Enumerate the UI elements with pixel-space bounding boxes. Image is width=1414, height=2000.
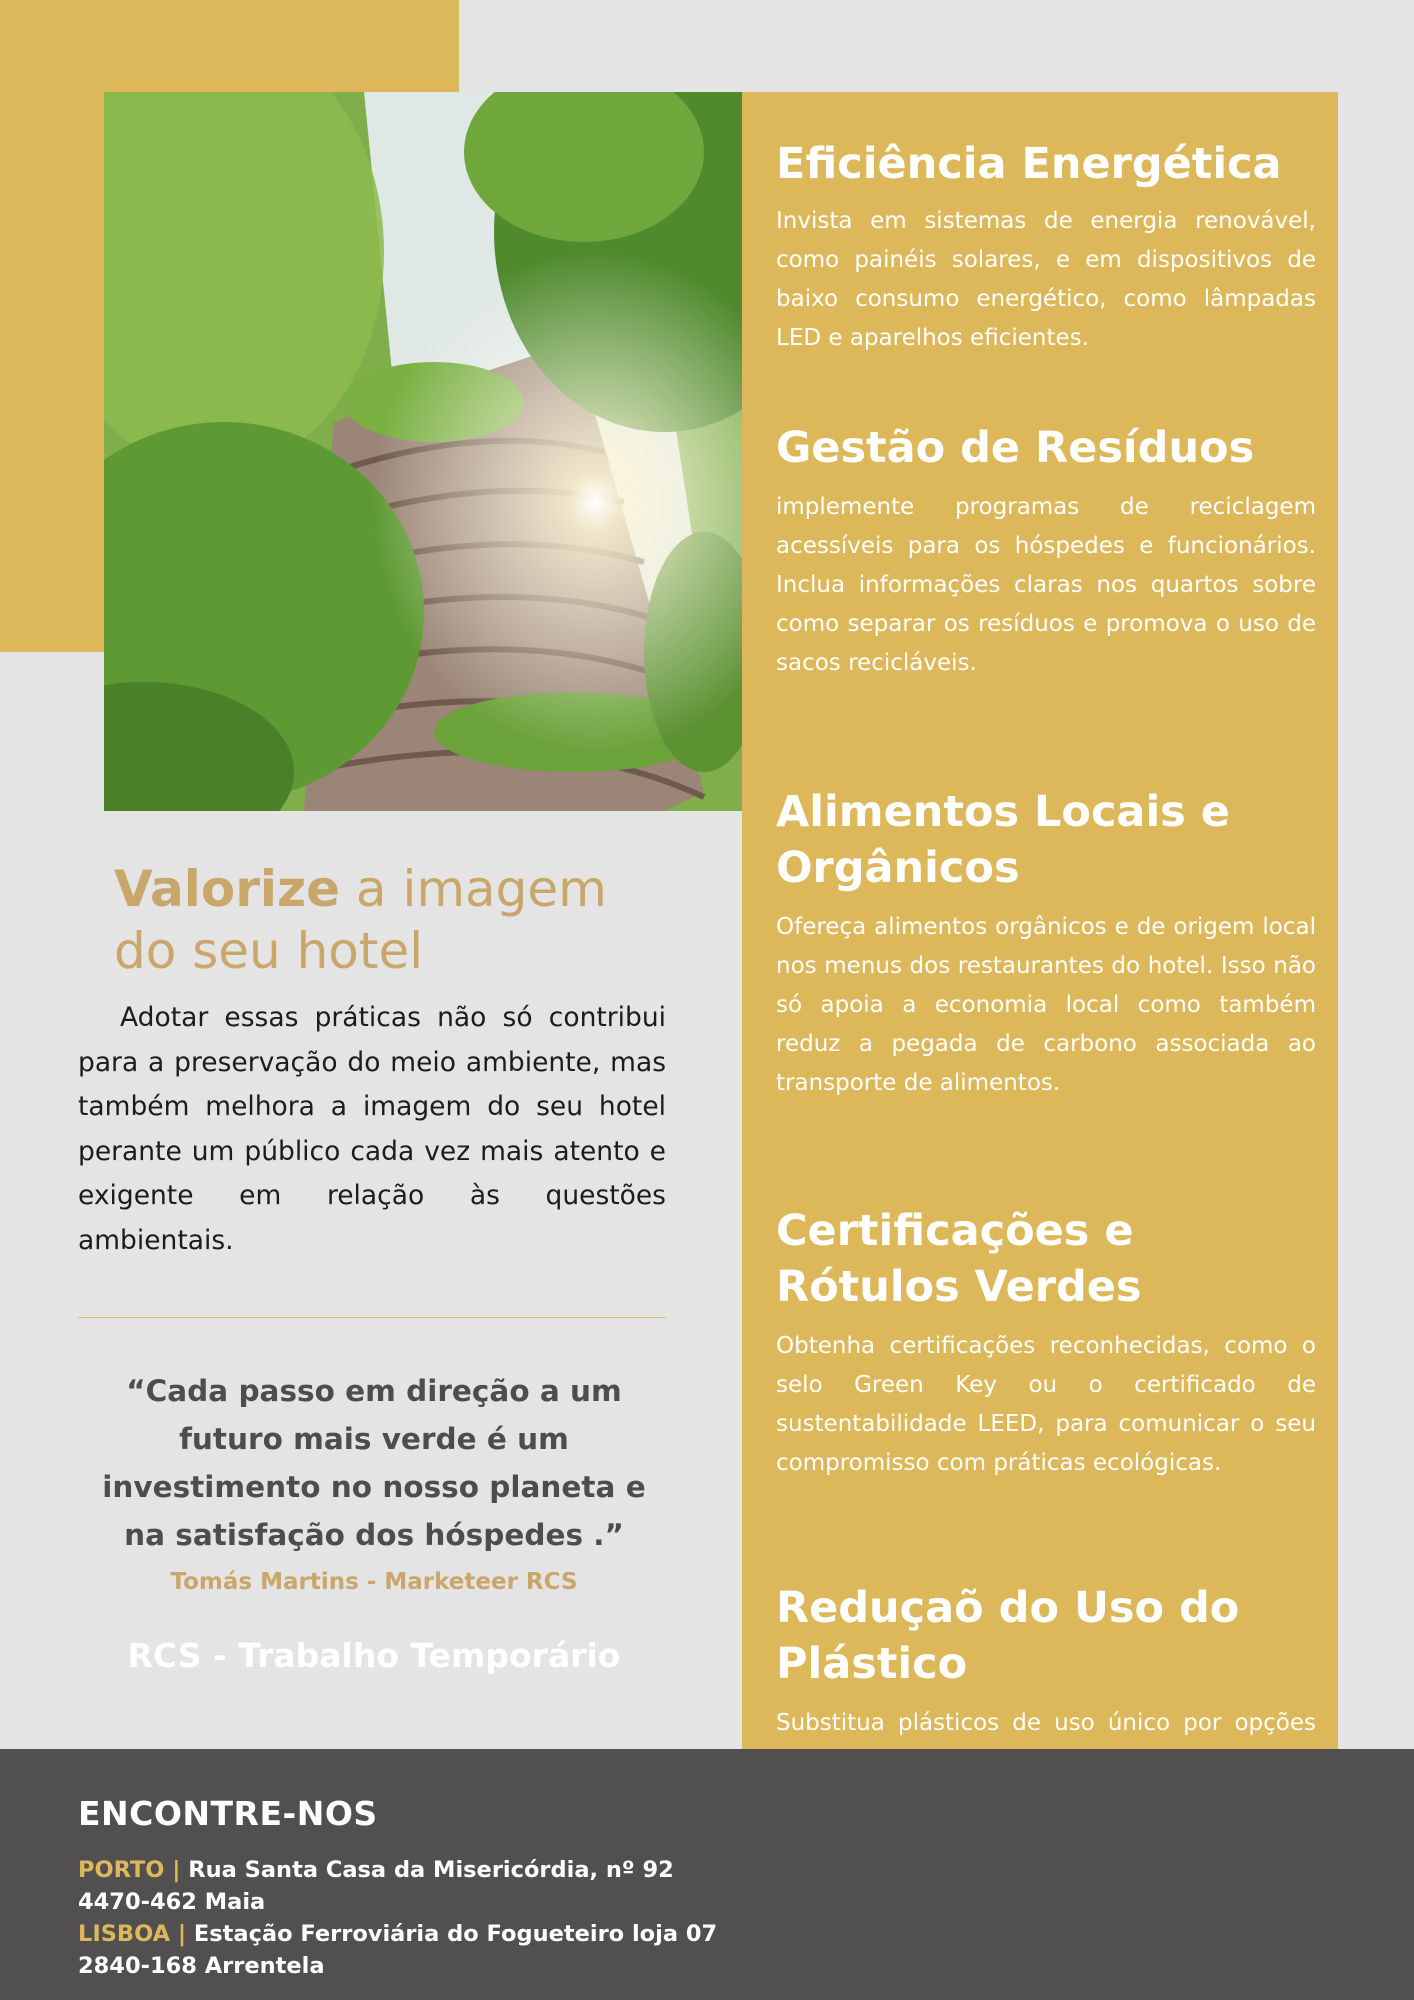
section-energy-efficiency — [776, 136, 1316, 358]
section-title: Reduçaõ do Uso do Plástico — [776, 1583, 1240, 1689]
headline — [114, 858, 674, 982]
section-text: Obtenha certificações reconhecidas, como o selo Green Key ou o certificado de sustentabilidade LEED, para comunicar o seu compromisso com práticas ecológicas. — [776, 1333, 1316, 1476]
footer-title: ENCONTRE-NOS — [78, 1794, 378, 1833]
section-title: Alimentos Locais e Orgânicos — [776, 787, 1230, 893]
headline-rest: a imagem do seu hotel — [114, 860, 607, 980]
brand-name: RCS - Trabalho Temporário — [127, 1636, 621, 1675]
section-title: Certificações e Rótulos Verdes — [776, 1206, 1142, 1312]
section-green-certifications — [776, 1203, 1316, 1483]
section-text: Invista em sistemas de energia renovável, como painéis solares, e em dispositivos de baixo consumo energético, como lâmpadas LED e aparelhos eficientes. — [776, 208, 1316, 351]
section-text: Substitua plásticos de uso único por opções — [776, 1710, 1316, 1736]
street: Estação Ferroviária do Fogueteiro loja 07 — [193, 1921, 718, 1947]
section-local-food — [776, 784, 1316, 1103]
section-text: implemente programas de reciclagem acessíveis para os hóspedes e funcionários. Inclua informações claras nos quartos sobre como separar os resíduos e promova o uso de sacos recicláveis. — [776, 494, 1316, 676]
city-label: PORTO | — [78, 1857, 189, 1883]
postal-porto: 4470-462 Maia — [78, 1889, 266, 1915]
street: Rua Santa Casa da Misericórdia, nº 92 — [188, 1857, 674, 1883]
intro-paragraph: Adotar essas práticas não só contribui para a preservação do meio ambiente, mas também melhora a imagem do seu hotel perante um público cada vez mais atento e exigente em relação às questões ambientais. — [78, 1002, 666, 1256]
quote: “Cada passo em direção a um futuro mais verde é um investimento no nosso planeta e na satisfação dos hóspedes .” — [102, 1374, 646, 1552]
section-title: Gestão de Resíduos — [776, 423, 1255, 473]
quote-author: Tomás Martins - Marketeer RCS — [170, 1569, 578, 1595]
divider — [78, 1317, 666, 1318]
city-label: LISBOA | — [78, 1921, 194, 1947]
section-title: Eficiência Energética — [776, 139, 1282, 189]
postal-lisboa: 2840-168 Arrentela — [78, 1953, 325, 1979]
section-waste-management — [776, 420, 1316, 683]
section-text: Ofereça alimentos orgânicos e de origem local nos menus dos restaurantes do hotel. Isso não só apoia a economia local como também reduz a pegada de carbono associada ao transporte de alimentos. — [776, 914, 1316, 1096]
address-lisboa — [78, 1918, 717, 1950]
headline-bold: Valorize — [114, 860, 341, 918]
address-porto — [78, 1854, 674, 1886]
hero-image-green-building — [104, 92, 742, 811]
